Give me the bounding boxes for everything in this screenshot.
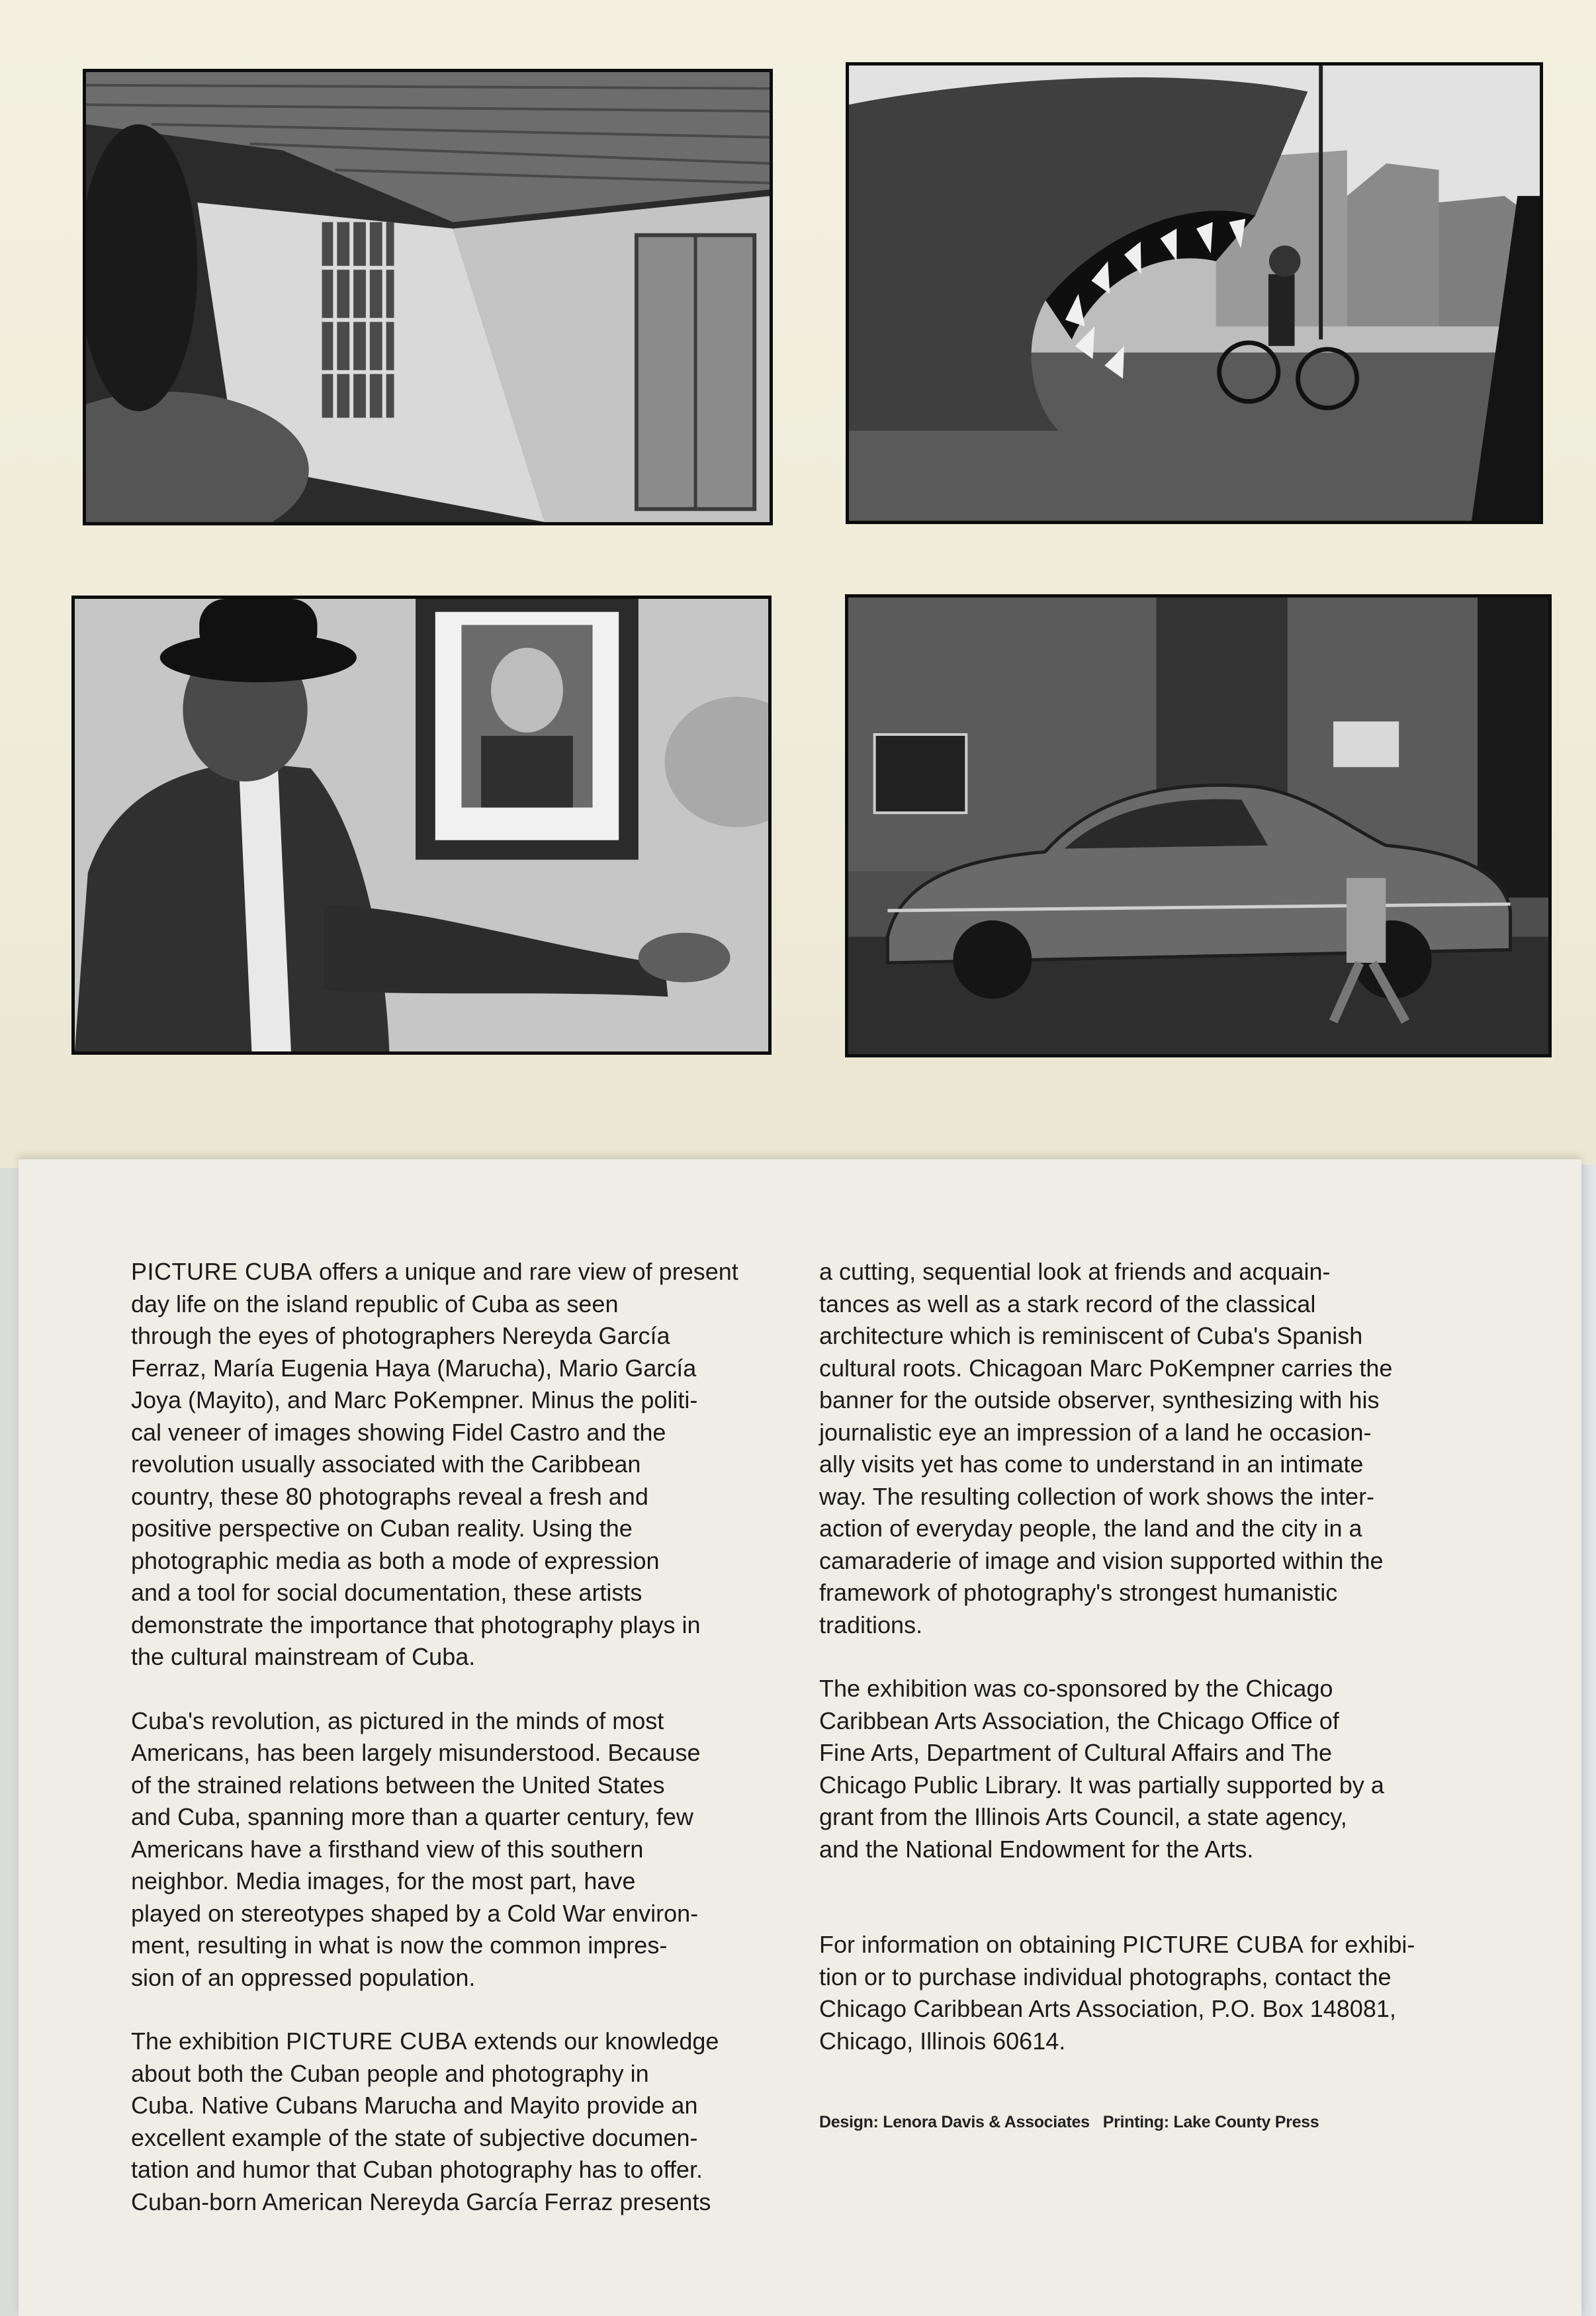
- exhibition-title: PICTURE CUBA: [131, 1258, 313, 1285]
- contact-paragraph: [819, 1929, 1514, 2057]
- text-column-left: [131, 1256, 793, 2250]
- intro-paragraph: [131, 1256, 793, 1673]
- revolution-paragraph: Cuba's revolution, as pictured in the minds of most Americans, has been largely misunderstood. Because of the strained relations between the United States and Cuba, spanning more than a quarter century, few Americans have a firsthand view of this southern neighbor. Media images, for the most part, have played on stereotypes shaped by a Cold War environ- ment, resulting in what is now the common impres- sion of an oppressed population.: [131, 1707, 701, 1991]
- photo-man: [71, 596, 772, 1055]
- contact-text-pre: For information on obtaining: [819, 1931, 1123, 1958]
- text-column-right: [819, 1256, 1514, 2089]
- photo-car: [845, 594, 1552, 1057]
- exhibition-title: PICTURE CUBA: [286, 2027, 468, 2055]
- credits-line: Design: Lenora Davis & Associates Printing: Lake County Press: [819, 2113, 1319, 2131]
- exhibition-title: PICTURE CUBA: [1122, 1931, 1304, 1958]
- photographers-paragraph: a cutting, sequential look at friends and acquain- tances as well as a stark record of the classical architecture which is reminiscent of Cuba's Spanish cultural roots. Chicagoan Marc PoKempner carries the banner for the outside observer, synthesizing with his journalistic eye an impression of a land he occasion- ally visits yet has come to understand in an intimate way. The resulting collection of work shows the inter- action of everyday people, the land and the city in a camaraderie of image and vision supported within the framework of photography's strongest humanistic traditions.: [819, 1258, 1393, 1638]
- photo-shark: [846, 62, 1543, 524]
- photo-house: [83, 69, 773, 525]
- intro-text: offers a unique and rare view of present day life on the island republic of Cuba as seen through the eyes of photographers Nereyda García Ferraz, María Eugenia Haya (Marucha), Mario García Joya (Mayito), and Marc PoKempner. Minus the politi- cal veneer of images showing Fidel Castro and the revolution usually associated with the Caribbean country, these 80 photographs reveal a fresh and positive perspective on Cuban reality. Using the photographic media as both a mode of expression and a tool for social documentation, these artists demonstrate the importance that photography plays in the cultural mainstream of Cuba.: [131, 1258, 738, 1670]
- exhibition-text-pre: The exhibition: [131, 2027, 287, 2055]
- sponsors-paragraph: The exhibition was co-sponsored by the Chicago Caribbean Arts Association, the Chicago Office of Fine Arts, Department of Cultural Affairs and The Chicago Public Library. It was partially supported by a grant from the Illinois Arts Council, a state agency, and the National Endowment for the Arts.: [819, 1675, 1384, 1863]
- exhibition-text: extends our knowledge about both the Cuban people and photography in Cuba. Native Cubans Marucha and Mayito provide an excellent example of the state of subjective documen- tation and humor that Cuban photography has to offer. Cuban-born American Nereyda García Ferraz presents: [131, 2027, 719, 2215]
- exhibition-paragraph: [131, 2026, 793, 2218]
- contact-text: for exhibi- tion or to purchase individual photographs, contact the Chicago Caribbean Arts Association, P.O. Box 148081, Chicago, Illinois 60614.: [819, 1931, 1415, 2055]
